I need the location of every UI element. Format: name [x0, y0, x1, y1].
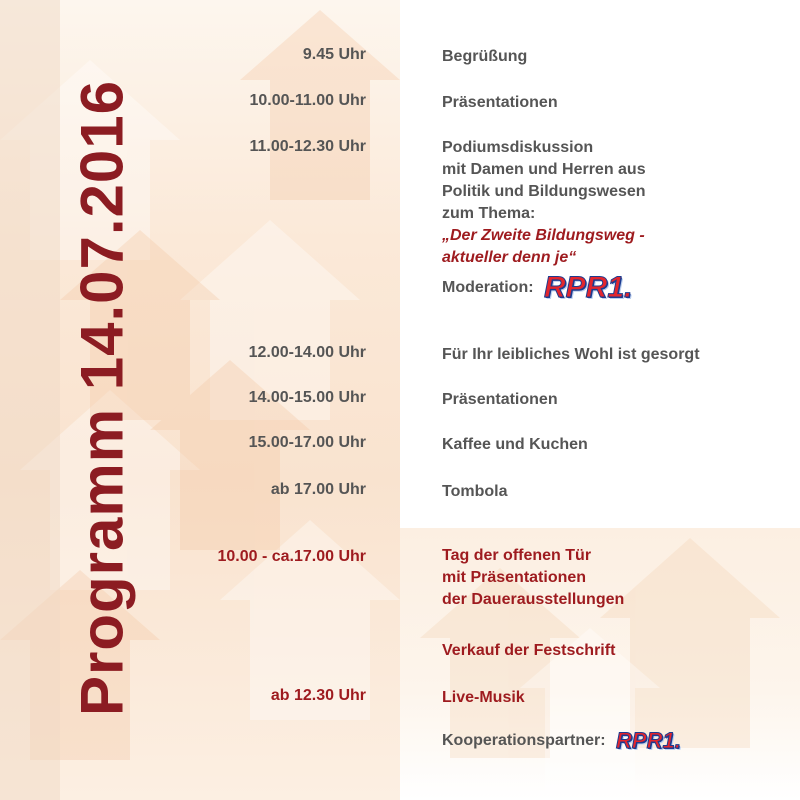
moderation-label: Moderation: — [442, 279, 534, 297]
music-description: Live-Musik — [442, 689, 525, 706]
event-line: Begrüßung — [442, 48, 528, 65]
moderation-line — [442, 271, 646, 304]
event-description — [442, 344, 700, 366]
event-line: Kaffee und Kuchen — [442, 436, 588, 453]
rpr1-logo: RPR1. — [544, 271, 633, 304]
event-line: Präsentationen — [442, 391, 558, 408]
event-description — [442, 434, 588, 456]
event-description — [442, 389, 558, 411]
event-description — [442, 137, 646, 304]
event-line: Podiumsdiskussion — [442, 139, 594, 156]
page-title: Programm 14.07.2016 — [68, 79, 136, 717]
time-label: 12.00-14.00 Uhr — [248, 344, 366, 361]
event-description — [442, 92, 558, 114]
partner-label: Kooperationspartner: — [442, 732, 606, 750]
discussion-topic-line: aktueller denn je“ — [442, 249, 577, 266]
event-description — [442, 46, 527, 68]
rpr1-logo: RPR1. — [616, 728, 681, 753]
discussion-topic-line: „Der Zweite Bildungsweg - — [442, 227, 645, 244]
festschrift-sale: Verkauf der Festschrift — [442, 642, 616, 659]
event-line: Politik und Bildungswesen — [442, 183, 646, 200]
time-label: 14.00-15.00 Uhr — [248, 389, 366, 406]
time-label: 10.00 - ca.17.00 Uhr — [217, 548, 366, 565]
event-line: der Dauerausstellungen — [442, 591, 625, 608]
time-label: ab 17.00 Uhr — [270, 481, 366, 498]
time-label: 9.45 Uhr — [302, 46, 366, 63]
time-label: 15.00-17.00 Uhr — [248, 434, 366, 451]
event-line: Tag der offenen Tür — [442, 547, 592, 564]
time-label: 11.00-12.30 Uhr — [249, 138, 366, 155]
event-line: Tombola — [442, 483, 508, 500]
time-label: 10.00-11.00 Uhr — [249, 92, 366, 109]
event-line: Präsentationen — [442, 94, 558, 111]
time-label: ab 12.30 Uhr — [270, 687, 366, 704]
partner-line — [442, 730, 681, 752]
event-line: Für Ihr leibliches Wohl ist gesorgt — [442, 346, 700, 363]
event-line: mit Präsentationen — [442, 569, 587, 586]
event-description — [442, 481, 507, 503]
event-line: mit Damen und Herren aus — [442, 161, 646, 178]
open-day-description — [442, 545, 624, 611]
event-line: zum Thema: — [442, 205, 536, 222]
